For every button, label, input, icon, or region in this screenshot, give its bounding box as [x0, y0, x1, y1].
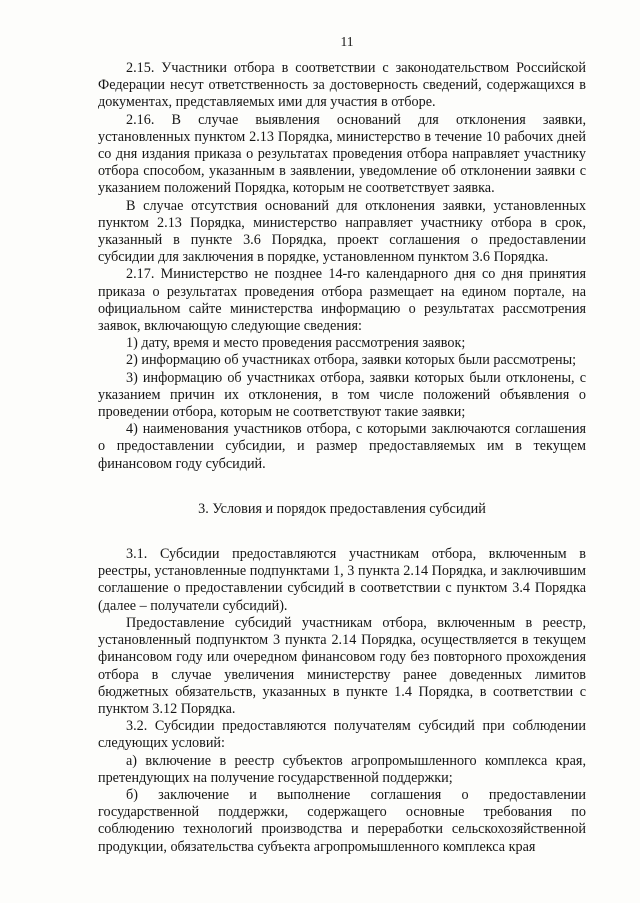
- list-item-1: 1) дату, время и место проведения рассмотрения заявок;: [126, 335, 466, 352]
- list-item-4: 4) наименования участников отбора, с которыми заключаются соглашения о предоставлении субсидии, и размер предоставляемых им в текущем финансовом году субсидий.: [98, 421, 586, 472]
- document-body: [98, 60, 586, 856]
- paragraph-2-16: 2.16. В случае выявления оснований для отклонения заявки, установленных пунктом 2.13 Порядка, министерство в течение 10 рабочих дней со дня издания приказа о результатах проведения отбора направляет участнику отбора способом, указанным в заявлении, уведомление об отклонении заявки с указанием положений Порядка, которым не соответствует заявка.: [98, 111, 586, 197]
- paragraph-2-16-cont: В случае отсутствия оснований для отклонения заявки, установленных пунктом 2.13 Порядка, министерство направляет участнику отбора в срок, указанный в пункте 3.6 Порядка, проект соглашения о предоставлении субсидии для заключения в порядке, установленном пунктом 3.6 Порядка.: [98, 197, 586, 266]
- paragraph-2-17: 2.17. Министерство не позднее 14-го календарного дня со дня принятия приказа о результатах проведения отбора размещает на едином портале, на официальном сайте министерства информацию о результатах рассмотрения заявок, включающую следующие сведения:: [98, 266, 586, 335]
- list-item-2: 2) информацию об участниках отбора, заявки которых были рассмотрены;: [126, 352, 577, 369]
- section-title: 3. Условия и порядок предоставления субсидий: [198, 500, 486, 517]
- paragraph-3-2: 3.2. Субсидии предоставляются получателям субсидий при соблюдении следующих условий:: [98, 718, 586, 752]
- condition-b: б) заключение и выполнение соглашения о предоставлении государственной поддержки, содержащего основные требования по соблюдению технологий производства и переработки сельскохозяйственной продукции, обязательства субъекта агропромышленного комплекса края: [98, 786, 586, 855]
- paragraph-3-1-cont: Предоставление субсидий участникам отбора, включенным в реестр, установленный подпунктом 3 пункта 2.14 Порядка, осуществляется в текущем финансовом году или очередном финансовом году без повторного прохождения отбора в случае увеличения министерству ранее доведенных лимитов бюджетных обязательств, указанных в пункте 1.4 Порядка, в соответствии с пунктом 3.12 Порядка.: [98, 614, 586, 717]
- paragraph-2-15: 2.15. Участники отбора в соответствии с законодательством Российской Федерации несут ответственность за достоверность сведений, содержащихся в документах, представляемых ими для участия в отборе.: [98, 60, 586, 111]
- list-item-3: 3) информацию об участниках отбора, заявки которых были отклонены, с указанием причин их отклонения, в том числе положений объявления о проведении отбора, которым не соответствуют такие заявки;: [98, 369, 586, 421]
- condition-a: а) включение в реестр субъектов агропромышленного комплекса края, претендующих на получение государственной поддержки;: [98, 752, 586, 786]
- page-number: 11: [340, 34, 354, 49]
- paragraph-3-1: 3.1. Субсидии предоставляются участникам отбора, включенным в реестры, установленные подпунктами 1, 3 пункта 2.14 Порядка, и заключившим соглашение о предоставлении субсидий в соответствии с пунктом 3.4 Порядка (далее – получатели субсидий).: [98, 546, 586, 614]
